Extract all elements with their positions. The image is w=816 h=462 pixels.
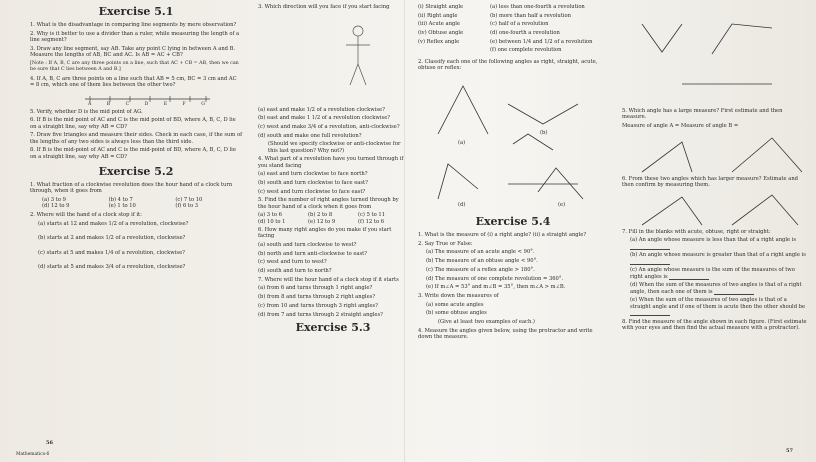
option: (c) 5 to 11 (358, 212, 386, 219)
option-text: (b) An angle whose measure is greater than that of a right angle is (630, 252, 806, 259)
option: (a) some acute angles (426, 301, 484, 308)
option: (c) west and turn to west? (258, 259, 327, 266)
compass-figure (258, 13, 408, 107)
col2-q6: 6. How many right angles do you make if you start facing (258, 227, 392, 240)
option (622, 237, 808, 250)
option-text: (d) When the sum of the measures of two angles is that of a right angle, then each one of them is (630, 282, 802, 295)
option: (b) from 8 and turns through 2 right angles? (258, 294, 376, 301)
col4-q5: 5. Which angle has a large measure? First estimate and then measure. (622, 108, 783, 121)
option: (e) 1 to 10 (108, 203, 136, 210)
option: (b) south and turn clockwise to face east? (258, 180, 368, 187)
option (622, 282, 808, 295)
col3-q2: 2. Classify each one of the following angles as right, straight, acute, obtuse or reflex: (418, 59, 598, 72)
figure-label: (a) (458, 140, 466, 147)
col4-q7: 7. Fill in the blanks with acute, obtuse, right or straight: (622, 228, 771, 235)
col2-q4: 4. What part of a revolution have you turned through if you stand facing (258, 156, 404, 169)
answer-blank (669, 274, 709, 280)
answer-blank (630, 310, 670, 316)
left-footer: Mathematics-6 (16, 452, 50, 457)
option: (a) The measure of an acute angle < 90°. (426, 249, 535, 256)
col3-q3: 3. Write down the measures of (418, 292, 499, 299)
option (622, 297, 808, 316)
ex52-q1: 1. What fraction of a clockwise revolution does the hour hand of a clock turn through, when it goes from (30, 181, 233, 195)
option (622, 252, 808, 265)
ex51-q2: 2. Why is it better to use a divider than a ruler, while measuring the length of a line segment? (30, 30, 240, 43)
column-exercise-5-3 (418, 4, 608, 343)
ex51-q3: 3. Draw any line segment, say AB. Take any point C lying in between A and B. Measure the lengths of AB, BC and AC. Is AB = AC + CB? (30, 45, 236, 58)
option: (d) 12 to 9 (42, 203, 70, 210)
option: (b) north and turn anti-clockwise to east? (258, 250, 368, 257)
col4-q5b: Measure of angle A = Measure of angle B = (622, 122, 739, 129)
option: (f) 12 to 6 (358, 218, 385, 225)
left-page-number: 56 (46, 440, 53, 446)
ruler-figure (30, 91, 242, 109)
option: (b) 4 to 7 (108, 196, 133, 203)
ex51-q4: 4. If A, B, C are three points on a line such that AB = 5 cm, BC = 3 cm and AC = 8 cm, which one of them lies between the other two? (30, 75, 237, 88)
ex51-q8: 8. If B is the mid-point of AC and C is the mid-point of BD, where A, B, C, D lie on a straight line, say why AB = CD? (30, 147, 236, 160)
option: (d) starts at 5 and makes 3/4 of a revolution, clockwise? (38, 264, 186, 271)
col4-q6: 6. From these two angles which has larger measure? Estimate and then confirm by measuring them. (622, 175, 798, 188)
option: (c) 7 to 10 (175, 196, 203, 203)
option: (d) 10 to 1 (258, 218, 286, 225)
match-left-item: (v) Reflex angle (418, 38, 460, 45)
angle-drawings (418, 74, 608, 214)
option: (e) 12 to 9 (308, 218, 336, 225)
exercise-5-1-title: Exercise 5.1 (98, 5, 174, 18)
ex51-q6: 6. If B is the mid point of AC and C is the mid point of BD, where A, B, C, D lie on a straight line, say why AB = CD? (30, 117, 236, 130)
option (622, 267, 808, 280)
option-text: (e) When the sum of the measures of two angles is that of a straight angle and if one of them is acute then the other should be (630, 297, 806, 310)
option: (c) west and make 3/4 of a revolution, anti-clockwise? (258, 124, 400, 131)
match-left-item: (ii) Right angle (418, 12, 458, 19)
option-text: (c) An angle whose measure is the sum of the measures of two right angles is (630, 267, 795, 280)
angle-drawings-q6 (622, 191, 808, 229)
match-left-item: (iii) Acute angle (418, 21, 460, 28)
option: (a) 3 to 9 (42, 196, 66, 203)
option-note: (Give at least two examples of each.) (438, 318, 535, 325)
option: (f) 6 to 3 (175, 203, 199, 210)
option: (c) starts at 5 and makes 1/4 of a revolution, clockwise? (38, 249, 185, 256)
ex51-q5: 5. Verify, whether D is the mid point of AG. (30, 108, 143, 115)
option: (a) east and turn clockwise to face north? (258, 171, 368, 178)
match-left-column (418, 4, 486, 56)
col2-q5: 5. Find the number of right angles turned through by the hour hand of a clock when it goes from (258, 197, 399, 210)
figure-label: (d) (458, 202, 466, 209)
option: (b) The measure of an obtuse angle < 90°. (426, 258, 538, 265)
option: (b) east and make 1 1/2 of a revolution clockwise? (258, 115, 391, 122)
option: (c) from 10 and turns through 3 right angles? (258, 302, 378, 309)
option: (a) south and turn clockwise to west? (258, 242, 357, 249)
col3-q4: 4. Measure the angles given below, using the protractor and write down the measure. (418, 327, 593, 340)
person-facing-figure (328, 19, 388, 99)
match-right-item: (f) one complete revolution (490, 47, 562, 54)
column-exercise-5-1 (30, 4, 242, 278)
exercise-5-2-title: Exercise 5.2 (98, 164, 174, 178)
right-page-number: 57 (786, 448, 793, 454)
angle-figures (418, 74, 608, 214)
match-right-item: (d) one-fourth a revolution (490, 30, 560, 37)
ex51-q1: 1. What is the disadvantage in comparing line segments by mere observation? (30, 22, 237, 28)
answer-blank (630, 244, 670, 250)
option: (b) starts at 2 and makes 1/2 of a revolution, clockwise? (38, 235, 186, 242)
option-text: (a) An angle whose measure is less than that of a right angle is (630, 237, 797, 244)
option: (a) starts at 12 and makes 1/2 of a revolution, clockwise? (38, 221, 189, 228)
angle-drawings-q5 (622, 132, 808, 176)
match-right-item: (e) between 1/4 and 1/2 of a revolution (490, 38, 593, 45)
answer-blank (630, 259, 670, 265)
option: (c) west and turn clockwise to face east? (258, 188, 366, 195)
col2-q5-options (258, 212, 408, 225)
ex52-q2: 2. Where will the hand of a clock stop if it: (30, 212, 142, 219)
match-right-item: (b) more than half a revolution (490, 12, 571, 19)
exercise-5-4-title: Exercise 5.4 (475, 215, 551, 229)
option: (a) east and make 1/2 of a revolution clockwise? (258, 106, 385, 113)
option: (b) 2 to 8 (308, 212, 333, 219)
match-right-column (490, 4, 608, 56)
match-right-item: (c) half of a revolution (490, 21, 549, 28)
col2-q7: 7. Where will the hour hand of a clock stop if it starts (258, 276, 399, 283)
option: (d) The measure of one complete revolution = 360°. (426, 275, 564, 282)
figure-label: (b) (540, 130, 548, 137)
option: (d) south and make one full revolution? (258, 132, 362, 139)
option: (d) south and turn to north? (258, 268, 332, 275)
col3-q1: 1. What is the measure of (i) a right angle? (ii) a straight angle? (418, 232, 587, 239)
option: (c) The measure of a reflex angle > 180°. (426, 266, 535, 273)
ex51-note: [Note : If A, B, C are any three points on a line, such that AC + CB = AB, then we can be sure that C lies between A and B.] (30, 60, 239, 72)
column-exercise-5-4-cont (622, 4, 808, 334)
q5-angle-figures (622, 132, 808, 176)
ruler-labels: A B C D E F G (88, 101, 212, 107)
col2-q3: 3. Which direction will you face if you start facing (258, 4, 390, 10)
match-right-item: (a) less than one-fourth a revolution (490, 4, 585, 10)
ex51-q7: 7. Draw five triangles and measure their sides. Check in each case, if the sum of the lengths of any two sides is always less than the third side. (30, 132, 242, 145)
option: (e) If m∠A = 53° and m∠B = 35°, then m∠A > m∠B. (426, 284, 566, 291)
option: (a) 3 to 6 (258, 212, 282, 219)
top-angle-figures (622, 4, 808, 108)
answer-blank (714, 289, 754, 295)
figure-label: (e) (558, 202, 566, 209)
option: (d) from 7 and turns through 2 straight angles? (258, 311, 383, 318)
angle-drawings-top (622, 4, 808, 108)
col4-q8: 8. Find the measure of the angle shown in each figure. (First estimate with your eyes and then find the actual measure with a protractor). (622, 318, 807, 331)
q6-angle-figures (622, 191, 808, 229)
option: (a) from 6 and turns through 1 right angle? (258, 285, 373, 292)
column-exercise-5-2-cont (258, 4, 408, 338)
option: (b) some obtuse angles (426, 310, 487, 317)
col3-q2b: 2. Say True or False: (418, 240, 473, 247)
option-note: (Should we specify clockwise or anti-clockwise for this last question? Why not?) (268, 141, 401, 154)
ex52-q1-options (30, 197, 242, 210)
match-table (418, 4, 608, 56)
match-left-item: (i) Straight angle (418, 4, 464, 10)
exercise-5-3-title: Exercise 5.3 (295, 320, 371, 334)
match-left-item: (iv) Obtuse angle (418, 30, 464, 37)
